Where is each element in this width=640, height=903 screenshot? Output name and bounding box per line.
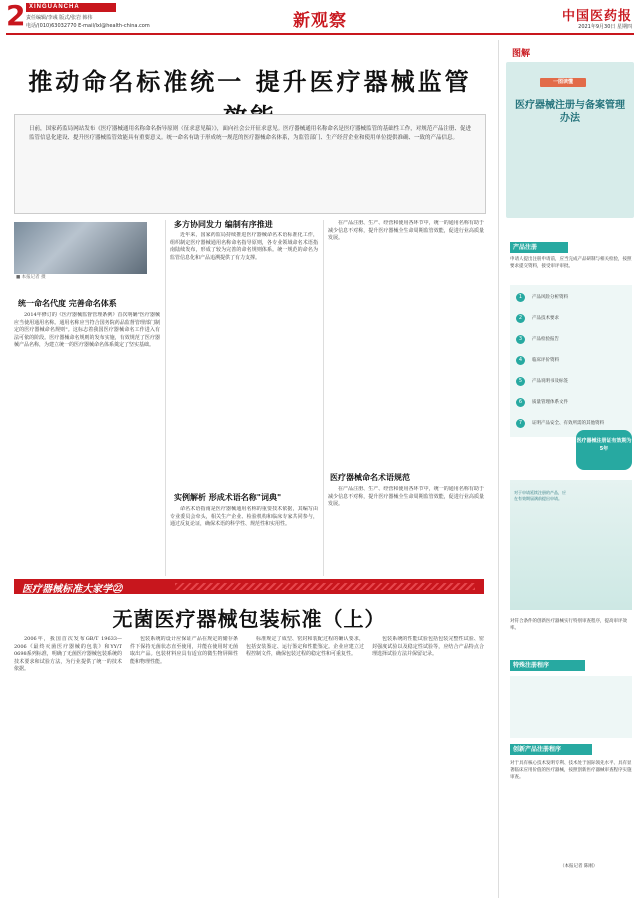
requirements-list [510, 285, 632, 437]
contact-line: 电话/(010)63032770 E-mail/lxl@health-china.com [26, 23, 150, 29]
infographic-title: 医疗器械注册与备案管理办法 [515, 100, 625, 124]
article2-headline: 无菌医疗器械包装标准（上） [112, 607, 386, 631]
list-item: 5 产品说明书及标签 [510, 373, 632, 390]
list-item: 1 产品风险分析资料 [510, 289, 632, 306]
list-item: 4 临床评价资料 [510, 352, 632, 369]
article-photo [14, 222, 147, 274]
page-number: 2 [6, 0, 26, 32]
subheading-terminology: 医疗器械命名术语规范 [330, 473, 410, 482]
special-procedure-box [510, 676, 632, 738]
photo-credit: ■ 本报记者 摄 [16, 275, 46, 280]
series-banner-title: 医疗器械标准大家学㉒ [22, 584, 122, 595]
sidebar-divider [498, 40, 499, 898]
section-pinyin: XINGUANCHA [26, 3, 116, 12]
issue-date: 2021年9月30日 星期四 [578, 24, 632, 30]
list-item: 3 产品检验报告 [510, 331, 632, 348]
article-column-4: 在产品注册、生产、经营和使用各环节中，统一的通用名称有助于减少信息不对称，提升医疗器械全生命周期监管效能，促进行业高质量发展。 [328, 220, 484, 241]
section-title: 新观察 [293, 11, 347, 31]
column-divider [165, 220, 166, 576]
sidebar-credit: （本报记者 陈刚） [560, 864, 598, 869]
main-headline: 推动命名标准统一 提升医疗器械监管 [28, 68, 472, 96]
validity-bubble: 医疗器械注册证有效期为5年 [576, 430, 632, 470]
tag-special-procedure: 特殊注册程序 [510, 660, 585, 671]
list-item: 6 质量管理体系文件 [510, 394, 632, 411]
article2-column-1: 2006年，我国首次发布GB/T 19633—2006《最终灭菌医疗器械的包装》和YY/T 0698系列标准，明确了无菌医疗器械包装系统的技术要求和试验方法，为行业提供了统一的技术依据。 [14, 636, 122, 672]
tag-product-registration: 产品注册 [510, 242, 568, 253]
list-item: 7 证明产品安全、有效所需的其他资料 [510, 415, 632, 432]
lead-paragraph: 日前，国家药监局网站发布《医疗器械通用名称命名指导原则（征求意见稿）》，面向社会公开征求意见。医疗器械通用名称命名是医疗器械监管的基础性工作，对规范产品注册、促进监管信息化建设、提升医疗器械监管效能具有重要意义。统一命名有助于形成统一规范的医疗器械命名体系，为监管部门、生产经营企业和使用单位提供准确、一致的产品信息。 [14, 114, 486, 214]
article-column-3: 命名术语指南是医疗器械通用名称的重要技术依据，其编写由专业委员会牵头，相关生产企业、检验机构和临床专家共同参与，通过反复论证，确保术语的科学性、规范性和实用性。 [170, 506, 318, 527]
editor-line: 责任编辑/李彧 版式/张岩 韩伟 [26, 15, 93, 21]
article2-column-2: 包装系统的设计应保证产品在规定的储存条件下保持无菌状态直至使用，并能在使用时无菌取出产品。包装材料应具有适宜的微生物屏障性能和物理性能。 [130, 636, 238, 665]
innovation-text: 对于具有核心技术发明专利、技术处于国际领先水平、具有显著临床应用价值的医疗器械，按照创新医疗器械审查程序实施审查。 [510, 761, 632, 780]
subheading-unified-naming: 统一命名代度 完善命名体系 [18, 299, 117, 308]
paper-name: 中国医药报 [561, 9, 632, 24]
column-divider [323, 220, 324, 576]
sidebar-note: 对符合条件的创新医疗器械实行特别审查程序，提高审评效率。 [510, 619, 627, 631]
sidebar-title: 图解 [512, 49, 531, 59]
article2-column-4: 包装系统的性能试验包括包装完整性试验、密封强度试验以及稳定性试验等，应结合产品特点合理选择试验方法并保留记录。 [372, 636, 484, 657]
article2-column-3: 标准规定了成型、密封和装配过程的确认要求，包括安装鉴定、运行鉴定和性能鉴定。企业应建立过程控制文件，确保包装过程的稳定性和可重复性。 [246, 636, 364, 657]
banner-stripe [175, 583, 475, 590]
article-column-1: 2014年修订的《医疗器械监督管理条例》首次明确"医疗器械应当使用通用名称。通用名称应当符合国务院药品监督管理部门制定的医疗器械命名规则"。这标志着我国医疗器械命名工作进入有法可依的阶段。医疗器械命名规则的发布实施，有效规范了医疗器械产品名称，为建立统一的医疗器械命名体系奠定了坚实基础。 [14, 312, 160, 348]
subheading-examples: 实例解析 形成术语名称"词典" [174, 493, 282, 502]
subheading-coordination: 多方协同发力 编制有序推进 [174, 220, 273, 229]
illustration-caption: 对于申请延续注册的产品，应在有效期届满前提出申请。 [514, 490, 566, 501]
registration-text: 申请人提出注册申请前，应当完成产品研制与相关检验，按照要求提交资料，接受审评审批。 [510, 257, 632, 269]
infographic-badge: 一图读懂 [540, 78, 586, 87]
article-column-2: 近年来，国家药监局持续推进医疗器械命名术语标准化工作，组织制定医疗器械通用名称命名指导原则，各专业领域命名术语指南陆续发布，形成了较为完善的命名规则体系。统一规范的命名为监管信息化和产品追溯提供了有力支撑。 [170, 232, 318, 261]
list-item: 2 产品技术要求 [510, 310, 632, 327]
article-column-5: 在产品注册、生产、经营和使用各环节中，统一的通用名称有助于减少信息不对称，提升医疗器械全生命周期监管效能，促进行业高质量发展。 [328, 486, 484, 507]
tag-innovation-procedure: 创新产品注册程序 [510, 744, 592, 755]
header-rule [6, 33, 634, 35]
